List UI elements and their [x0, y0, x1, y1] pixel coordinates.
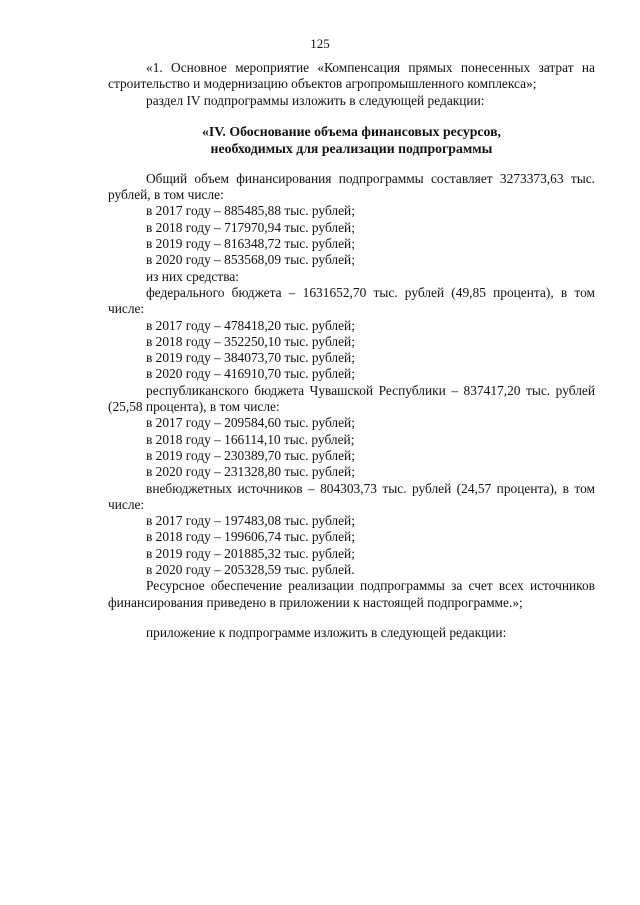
federal-year-2018: в 2018 году – 352250,10 тыс. рублей;	[146, 333, 355, 349]
intro-item-1: «1. Основное мероприятие «Компенсация прямых понесенных затрат на строительство и модернизацию объектов агропромышленного комплекса»;	[108, 60, 595, 92]
total-year-2018: в 2018 году – 717970,94 тыс. рублей;	[146, 219, 355, 235]
total-year-2020: в 2020 году – 853568,09 тыс. рублей;	[146, 252, 355, 268]
republic-year-2018: в 2018 году – 166114,10 тыс. рублей;	[146, 431, 355, 447]
total-year-2019: в 2019 году – 816348,72 тыс. рублей;	[146, 236, 355, 252]
republic-year-2019: в 2019 году – 230389,70 тыс. рублей;	[146, 447, 355, 463]
extrabudget-paragraph: внебюджетных источников – 804303,73 тыс. рублей (24,57 процента), в том числе:	[108, 480, 595, 512]
section-heading	[108, 123, 595, 157]
paragraph-gap	[108, 611, 595, 625]
federal-year-2020: в 2020 году – 416910,70 тыс. рублей;	[146, 366, 355, 382]
republic-year-2020: в 2020 году – 231328,80 тыс. рублей;	[146, 464, 355, 480]
section-change-instruction: раздел IV подпрограммы изложить в следующей редакции:	[146, 92, 485, 108]
page-number: 125	[310, 36, 330, 51]
resource-provision-paragraph: Ресурсное обеспечение реализации подпрограммы за счет всех источников финансирования приведено в приложении к настоящей подпрограмме.»;	[108, 578, 595, 610]
extrabudget-year-2019: в 2019 году – 201885,32 тыс. рублей;	[146, 545, 355, 561]
total-year-2017: в 2017 году – 885485,88 тыс. рублей;	[146, 203, 355, 219]
federal-year-2019: в 2019 году – 384073,70 тыс. рублей;	[146, 350, 355, 366]
of-which-label: из них средства:	[146, 268, 240, 284]
federal-year-2017: в 2017 году – 478418,20 тыс. рублей;	[146, 317, 355, 333]
document-body	[108, 60, 595, 641]
appendix-instruction: приложение к подпрограмме изложить в следующей редакции:	[146, 624, 507, 640]
extrabudget-year-2020: в 2020 году – 205328,59 тыс. рублей.	[146, 562, 355, 578]
extrabudget-year-2018: в 2018 году – 199606,74 тыс. рублей;	[146, 529, 355, 545]
section-heading-line-2: необходимых для реализации подпрограммы	[210, 140, 493, 156]
extrabudget-year-2017: в 2017 году – 197483,08 тыс. рублей;	[146, 513, 355, 529]
republic-budget-paragraph: республиканского бюджета Чувашской Республики – 837417,20 тыс. рублей (25,58 процента), в том числе:	[108, 382, 595, 415]
total-financing-paragraph: Общий объем финансирования подпрограммы составляет 3273373,63 тыс. рублей, в том числе:	[108, 170, 595, 203]
republic-year-2017: в 2017 году – 209584,60 тыс. рублей;	[146, 415, 355, 431]
federal-budget-paragraph: федерального бюджета – 1631652,70 тыс. рублей (49,85 процента), в том числе:	[108, 284, 595, 317]
section-heading-line-1: «IV. Обоснование объема финансовых ресурсов,	[201, 123, 502, 139]
